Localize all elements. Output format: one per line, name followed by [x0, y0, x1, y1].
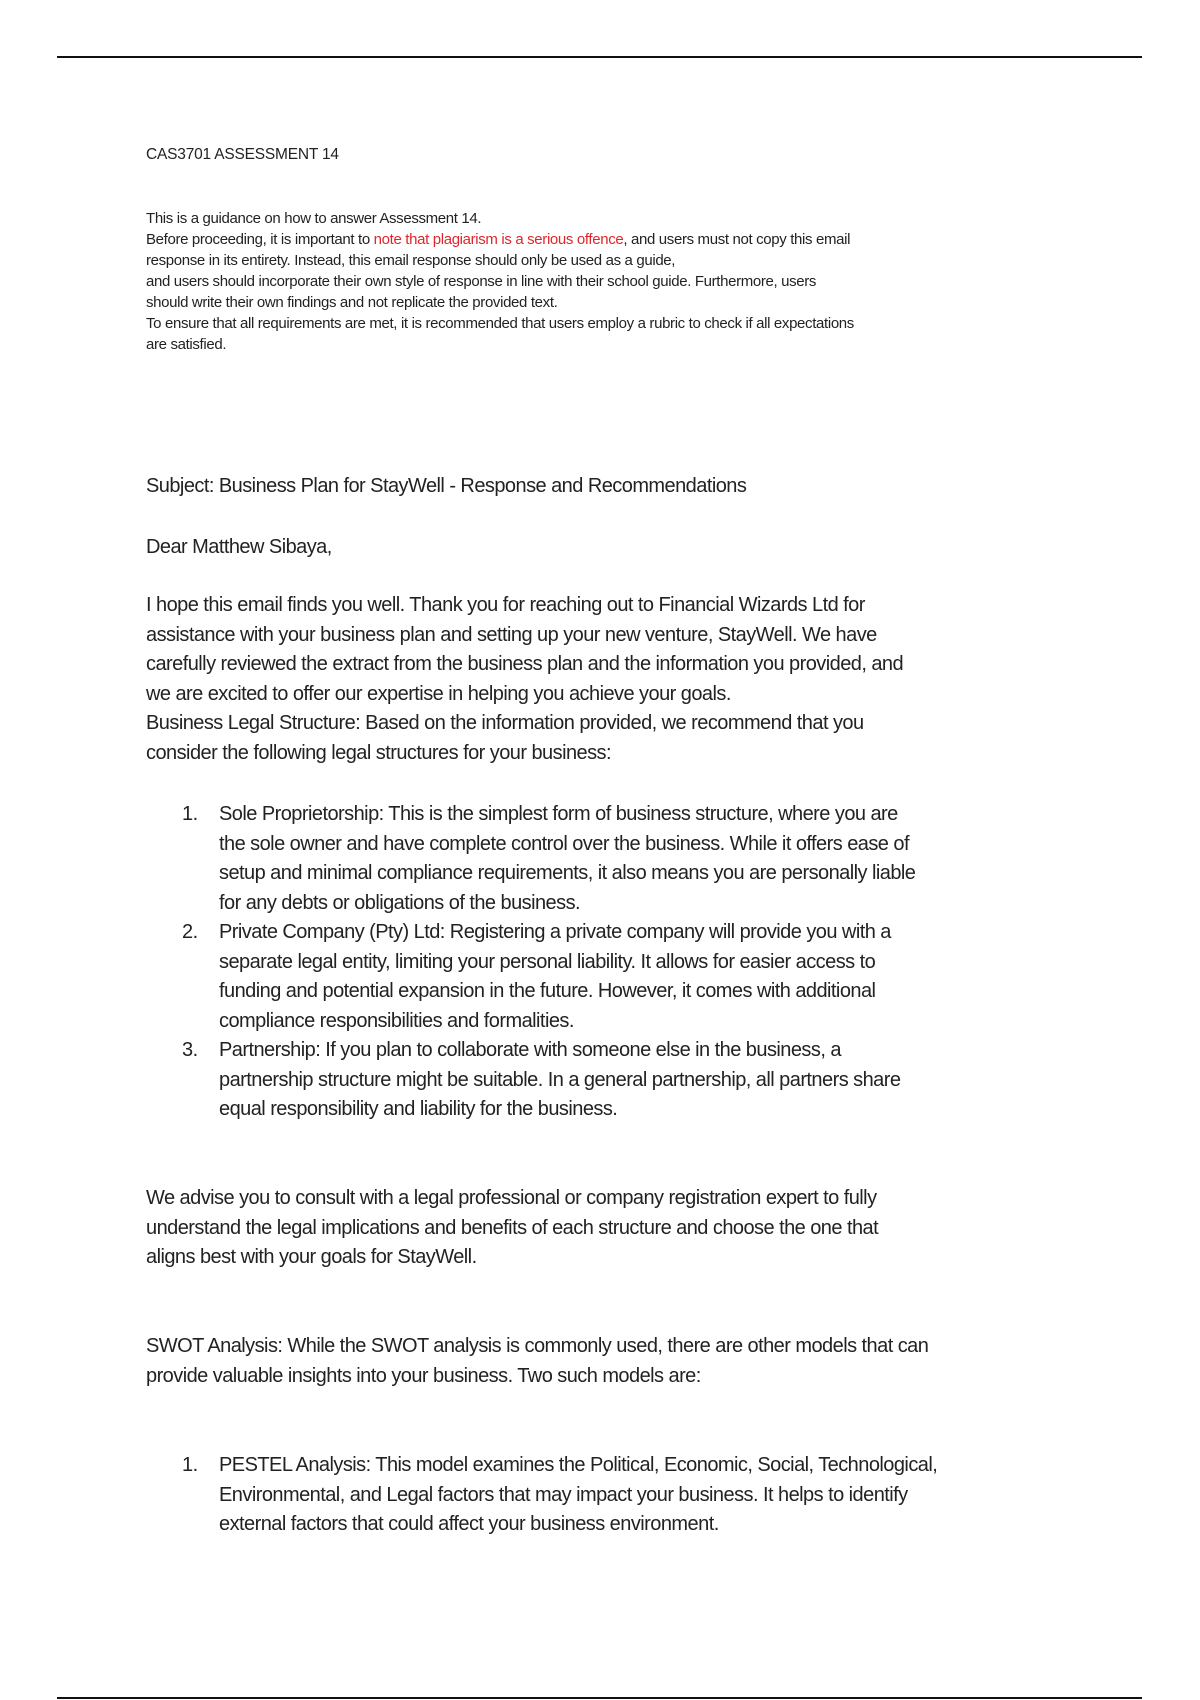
list-line: funding and potential expansion in the future. However, it comes with additional	[219, 980, 876, 1002]
list-line: compliance responsibilities and formalities.	[219, 1009, 574, 1032]
swot-paragraph	[146, 1332, 928, 1391]
paragraph-line: I hope this email finds you well. Thank you for reaching out to Financial Wizards Ltd for	[146, 594, 865, 616]
advice-paragraph	[146, 1184, 878, 1273]
list-number: 1.	[182, 803, 198, 825]
list-line: PESTEL Analysis: This model examines the Political, Economic, Social, Technological,	[219, 1454, 938, 1476]
list-number: 2.	[182, 921, 198, 943]
list-line: equal responsibility and liability for the business.	[219, 1098, 618, 1120]
list-line: Sole Proprietorship: This is the simplest form of business structure, where you are	[219, 803, 898, 825]
paragraph-line: we are excited to offer our expertise in helping you achieve your goals.	[146, 682, 731, 705]
bottom-rule	[57, 1697, 1142, 1699]
intro-paragraph	[146, 591, 903, 768]
list-line: separate legal entity, limiting your personal liability. It allows for easier access to	[219, 950, 876, 973]
list-line: external factors that could affect your business environment.	[219, 1513, 719, 1535]
list-line: the sole owner and have complete control over the business. While it offers ease of	[219, 832, 909, 855]
paragraph-line: SWOT Analysis: While the SWOT analysis is commonly used, there are other models that can	[146, 1335, 929, 1357]
guidance-line: are satisfied.	[146, 336, 227, 353]
paragraph-line: consider the following legal structures for your business:	[146, 741, 612, 764]
guidance-line: response in its entirety. Instead, this email response should only be used as a guide,	[146, 252, 676, 269]
models-list	[182, 1451, 937, 1540]
paragraph-line: carefully reviewed the extract from the business plan and the information you provided, and	[146, 653, 904, 675]
guidance-line: This is a guidance on how to answer Assessment 14.	[146, 210, 482, 227]
document-title: CAS3701 ASSESSMENT 14	[146, 146, 339, 163]
list-line: Environmental, and Legal factors that may impact your business. It helps to identify	[219, 1483, 908, 1506]
paragraph-line: provide valuable insights into your business. Two such models are:	[146, 1364, 701, 1387]
list-number: 3.	[182, 1039, 198, 1061]
list-line: partnership structure might be suitable. In a general partnership, all partners share	[219, 1068, 901, 1091]
list-item	[182, 1451, 937, 1540]
email-greeting: Dear Matthew Sibaya,	[146, 536, 332, 558]
paragraph-line: Business Legal Structure: Based on the information provided, we recommend that you	[146, 712, 864, 734]
top-rule	[57, 56, 1142, 58]
list-item	[182, 800, 915, 918]
paragraph-line: We advise you to consult with a legal professional or company registration expert to fully	[146, 1187, 877, 1209]
email-subject: Subject: Business Plan for StayWell - Response and Recommendations	[146, 475, 747, 497]
list-line: Partnership: If you plan to collaborate with someone else in the business, a	[219, 1039, 841, 1061]
guidance-text: Before proceeding, it is important to	[146, 231, 374, 248]
list-line: for any debts or obligations of the business.	[219, 891, 581, 914]
paragraph-line: assistance with your business plan and setting up your new venture, StayWell. We have	[146, 623, 877, 646]
guidance-text: , and users must not copy this email	[623, 231, 851, 248]
legal-structures-list	[182, 800, 915, 1125]
paragraph-line: aligns best with your goals for StayWell.	[146, 1246, 477, 1268]
guidance-line	[146, 229, 854, 250]
guidance-note	[146, 208, 854, 355]
list-line: Private Company (Pty) Ltd: Registering a private company will provide you with a	[219, 921, 891, 943]
list-item	[182, 1036, 915, 1125]
list-item	[182, 918, 915, 1036]
list-number: 1.	[182, 1454, 198, 1476]
guidance-line: To ensure that all requirements are met, it is recommended that users employ a rubric to check if all expectations	[146, 315, 854, 332]
list-line: setup and minimal compliance requirements, it also means you are personally liable	[219, 862, 916, 884]
guidance-line: should write their own findings and not replicate the provided text.	[146, 294, 558, 311]
plagiarism-warning: note that plagiarism is a serious offence	[373, 231, 624, 248]
guidance-line: and users should incorporate their own style of response in line with their school guide. Furthermore, users	[146, 273, 817, 290]
paragraph-line: understand the legal implications and benefits of each structure and choose the one that	[146, 1216, 879, 1239]
